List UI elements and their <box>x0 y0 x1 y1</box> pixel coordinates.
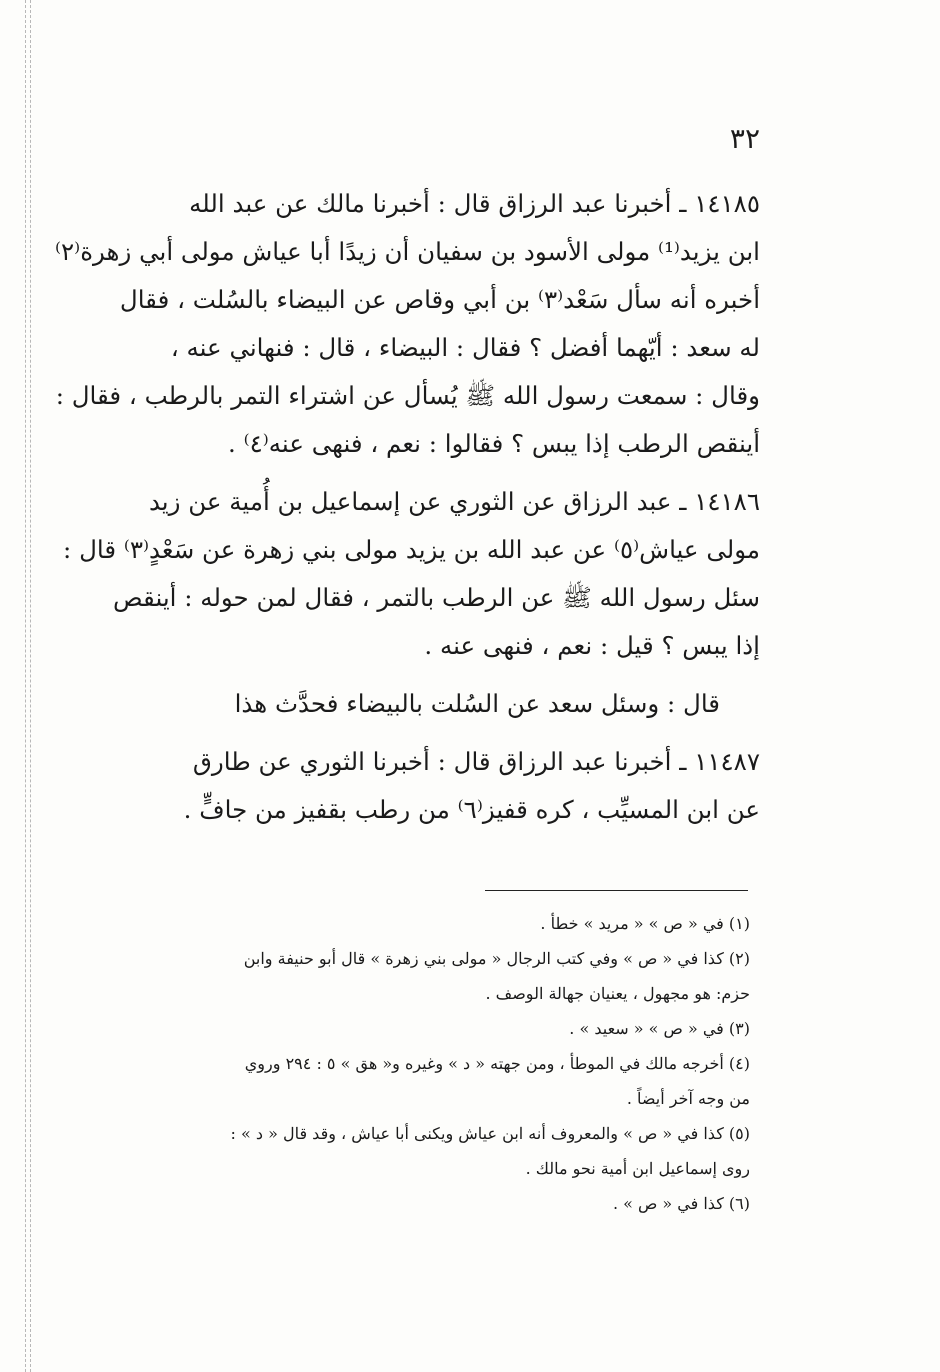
scan-edge-line <box>30 0 31 1372</box>
footnote-4 <box>78 1046 750 1116</box>
footnote-line: (٣) في « ص » « سعيد » . <box>569 1019 750 1038</box>
footnote-line: حزم: هو مجهول ، يعنيان جهالة الوصف . <box>485 984 750 1003</box>
footnote-line: (٢) كذا في « ص » وفي كتب الرجال « مولى بني زهرة » قال أبو حنيفة وابن <box>243 949 750 968</box>
narrator-note <box>88 680 760 728</box>
text-line: إذا يبس ؟ قيل : نعم ، فنهى عنه . <box>424 631 760 660</box>
main-text <box>54 180 760 844</box>
text-line: ابن يزيد⁽¹⁾ مولى الأسود بن سفيان أن زيدًا أبا عياش مولى أبي زهرة⁽٢⁾ <box>54 237 760 266</box>
text-line: مولى عياش⁽٥⁾ عن عبد الله بن يزيد مولى بني زهرة عن سَعْدٍ⁽٣⁾ قال : <box>63 535 760 564</box>
footnote-line: من وجه آخر أيضاً . <box>626 1089 750 1108</box>
footnote-2 <box>78 941 750 1011</box>
hadith-entry-11487 <box>88 738 760 834</box>
footnote-line: (٦) كذا في « ص » . <box>612 1194 750 1213</box>
footnote-1 <box>78 906 750 941</box>
hadith-entry-14185 <box>54 180 760 468</box>
text-line: أخبره أنه سأل سَعْد⁽٣⁾ بن أبي وقاص عن البيضاء بالسُلت ، فقال <box>119 285 760 314</box>
footnote-5 <box>78 1116 750 1186</box>
footnotes <box>78 906 750 1221</box>
text-line: قال : وسئل سعد عن السُلت بالبيضاء فحدَّث هذا <box>234 689 720 718</box>
text-line: أينقص الرطب إذا يبس ؟ فقالوا : نعم ، فنهى عنه⁽٤⁾ . <box>228 429 760 458</box>
text-line: ١٤١٨٦ ـ عبد الرزاق عن الثوري عن إسماعيل بن أُمية عن زيد <box>148 487 760 516</box>
text-line: سئل رسول الله ﷺ عن الرطب بالتمر ، فقال لمن حوله : أينقص <box>113 583 760 612</box>
text-line: له سعد : أيّهما أفضل ؟ فقال : البيضاء ، قال : فنهاني عنه ، <box>170 333 760 362</box>
footnote-line: (٤) أخرجه مالك في الموطأ ، ومن جهته « د » وغيره و« هق » ٥ : ٢٩٤ وروي <box>244 1054 750 1073</box>
footnote-3 <box>78 1011 750 1046</box>
page-number: ٣٢ <box>729 122 760 155</box>
footnote-line: روى إسماعيل ابن أمية نحو مالك . <box>525 1159 750 1178</box>
footnote-line: (١) في « ص » « مريد » خطأ . <box>540 914 750 933</box>
hadith-entry-14186 <box>63 478 760 670</box>
text-line: ١٤١٨٥ ـ أخبرنا عبد الرزاق قال : أخبرنا مالك عن عبد الله <box>189 189 760 218</box>
text-line: وقال : سمعت رسول الله ﷺ يُسأل عن اشتراء التمر بالرطب ، فقال : <box>55 381 760 410</box>
footnote-divider <box>485 890 748 891</box>
scan-edge-line <box>25 0 26 1372</box>
text-line: عن ابن المسيِّب ، كره قفيز⁽٦⁾ من رطب بقفيز من جافٍّ . <box>183 795 760 824</box>
footnote-line: (٥) كذا في « ص » والمعروف أنه ابن عياش ويكنى أبا عياش ، وقد قال « د » : <box>230 1124 750 1143</box>
footnote-6 <box>78 1186 750 1221</box>
text-line: ١١٤٨٧ ـ أخبرنا عبد الرزاق قال : أخبرنا الثوري عن طارق <box>192 747 760 776</box>
